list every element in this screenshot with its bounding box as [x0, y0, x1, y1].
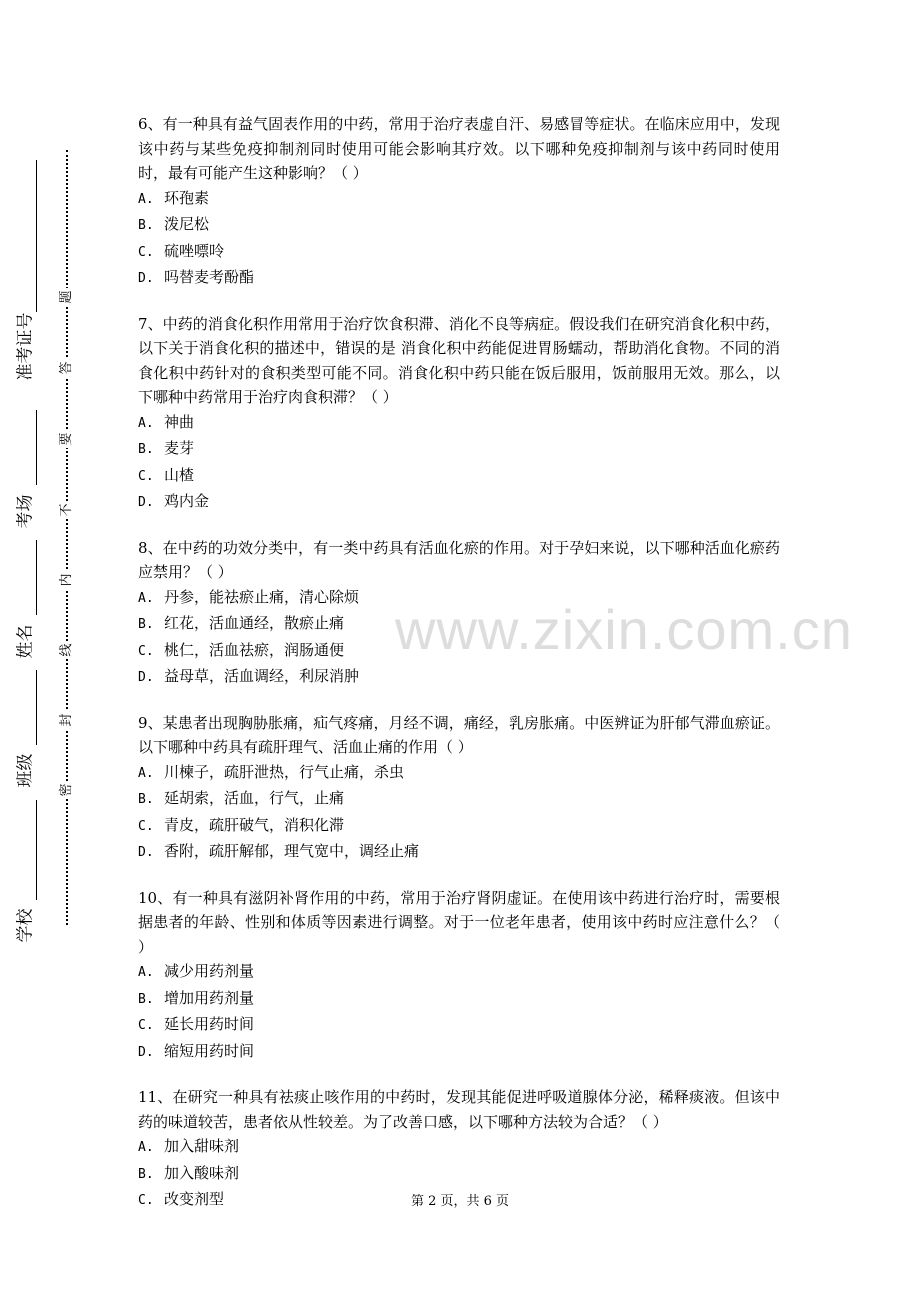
option-letter: C. — [138, 643, 154, 659]
question-stem: 8、在中药的功效分类中，有一类中药具有活血化瘀的作用。对于孕妇来说，以下哪种活血化瘀药应禁用？（ ） — [138, 538, 780, 581]
option-text: 延胡索，活血，行气，止痛 — [164, 789, 345, 807]
binding-margin — [0, 0, 110, 1302]
seal-char: 不 — [58, 501, 76, 519]
option-letter: D. — [138, 845, 154, 860]
option-letter: B. — [138, 991, 154, 1007]
option-text: 减少用药剂量 — [164, 962, 255, 980]
question-9 — [138, 711, 780, 866]
question-8 — [138, 536, 780, 691]
option-text: 川楝子，疏肝泄热，行气止痛，杀虫 — [164, 762, 405, 781]
exam-room-line — [36, 410, 37, 485]
option-b[interactable] — [138, 611, 780, 638]
question-list — [138, 112, 780, 1234]
option-letter: C. — [138, 818, 154, 834]
option-letter: A. — [138, 1140, 154, 1155]
question-stem: 11、在研究一种具有祛痰止咳作用的中药时，发现其能促进呼吸道腺体分泌，稀释痰液。但该中药的味道较苦，患者依从性较差。为了改善口感，以下哪种方法较为合适？（ ） — [138, 1088, 780, 1131]
option-a[interactable] — [138, 1134, 780, 1161]
option-c[interactable] — [138, 463, 780, 490]
option-letter: A. — [138, 965, 154, 980]
seal-char: 密 — [58, 781, 76, 799]
exam-number-label: 准考证号 — [15, 312, 36, 381]
option-text: 神曲 — [164, 412, 195, 431]
option-letter: A. — [138, 191, 154, 207]
question-stem: 7、中药的消食化积作用常用于治疗饮食积滞、消化不良等病症。假设我们在研究消食化积中药，以下关于消食化积的描述中，错误的是 消食化积中药能促进胃肠蠕动，帮助消化食物。不同的消食化积中药针对的食积类型可能不同。消食化积中药只能在饭后服用，饭前服用无效。那么，以下哪种中药常用于治疗肉食积滞？（ ） — [138, 314, 780, 406]
question-6 — [138, 112, 780, 292]
watermark: www.zixin.com.cn — [395, 598, 853, 661]
exam-number-line — [36, 160, 37, 312]
option-d[interactable] — [138, 839, 780, 866]
name-line — [36, 540, 37, 615]
option-text: 加入酸味剂 — [164, 1163, 240, 1182]
option-text: 改变剂型 — [164, 1190, 225, 1208]
option-a[interactable] — [138, 760, 780, 787]
option-letter: C. — [138, 244, 154, 260]
option-text: 山楂 — [164, 465, 195, 484]
option-b[interactable] — [138, 786, 780, 813]
class-line — [36, 670, 37, 745]
option-c[interactable] — [138, 239, 780, 266]
option-c[interactable] — [138, 1012, 780, 1039]
option-letter: C. — [138, 1018, 154, 1033]
option-letter: D. — [138, 1044, 154, 1060]
option-text: 丹参，能祛瘀止痛，清心除烦 — [164, 587, 360, 606]
option-text: 泼尼松 — [164, 215, 210, 233]
option-letter: D. — [138, 670, 154, 685]
option-a[interactable] — [138, 959, 780, 986]
option-text: 缩短用药时间 — [164, 1041, 255, 1060]
option-letter: B. — [138, 1166, 154, 1182]
option-text: 红花，活血通经，散瘀止痛 — [164, 614, 345, 632]
page-footer: 第 2 页，共 6 页 — [410, 1194, 510, 1209]
option-text: 加入甜味剂 — [164, 1137, 240, 1155]
option-text: 硫唑嘌呤 — [164, 241, 225, 260]
option-text: 鸡内金 — [164, 492, 210, 510]
option-b[interactable] — [138, 986, 780, 1013]
question-stem: 10、有一种具有滋阴补肾作用的中药，常用于治疗肾阴虚证。在使用该中药进行治疗时，需要根据患者的年龄、性别和体质等因素进行调整。对于一位老年患者，使用该中药时应注意什么？（ ） — [138, 888, 780, 956]
option-b[interactable] — [138, 212, 780, 239]
option-a[interactable] — [138, 585, 780, 612]
option-b[interactable] — [138, 1161, 780, 1188]
option-a[interactable] — [138, 410, 780, 437]
question-10 — [138, 886, 780, 1066]
option-c[interactable] — [138, 638, 780, 665]
option-letter: A. — [138, 765, 154, 781]
option-b[interactable] — [138, 436, 780, 463]
option-text: 香附，疏肝解郁，理气宽中，调经止痛 — [164, 842, 420, 860]
option-d[interactable] — [138, 664, 780, 691]
question-stem: 6、有一种具有益气固表作用的中药，常用于治疗表虚自汗、易感冒等症状。在临床应用中，发现该中药与某些免疫抑制剂同时使用可能会影响其疗效。以下哪种免疫抑制剂与该中药同时使用时，最有可能产生这种影响？（ ） — [138, 115, 780, 182]
seal-char: 答 — [58, 359, 76, 377]
option-letter: D. — [138, 495, 154, 510]
exam-room-label: 考场 — [15, 494, 36, 529]
seal-char: 封 — [58, 711, 76, 729]
option-letter: C. — [138, 468, 154, 484]
seal-char: 题 — [58, 288, 76, 306]
school-label: 学校 — [15, 908, 36, 943]
name-label: 姓名 — [15, 624, 36, 659]
option-d[interactable] — [138, 489, 780, 516]
option-letter: B. — [138, 218, 154, 233]
option-c[interactable] — [138, 813, 780, 840]
question-stem: 9、某患者出现胸胁胀痛，疝气疼痛，月经不调，痛经，乳房胀痛。中医辨证为肝郁气滞血瘀证。以下哪种中药具有疏肝理气、活血止痛的作用（ ） — [138, 713, 780, 756]
option-letter: B. — [138, 442, 154, 457]
option-text: 增加用药剂量 — [164, 988, 255, 1007]
school-line — [36, 800, 37, 900]
option-text: 环孢素 — [164, 188, 210, 207]
option-letter: A. — [138, 415, 154, 431]
option-text: 青皮，疏肝破气，消积化滞 — [164, 815, 345, 834]
option-letter: A. — [138, 590, 154, 606]
option-text: 麦芽 — [164, 439, 195, 457]
option-text: 延长用药时间 — [164, 1015, 255, 1033]
option-d[interactable] — [138, 265, 780, 292]
option-letter: B. — [138, 792, 154, 807]
option-text: 桃仁，活血祛瘀，润肠通便 — [164, 640, 345, 659]
seal-dotted-line — [66, 150, 68, 925]
question-7 — [138, 312, 780, 516]
option-text: 吗替麦考酚酯 — [164, 268, 255, 286]
option-letter: B. — [138, 617, 154, 632]
class-label: 班级 — [15, 753, 36, 788]
option-letter: C. — [138, 1193, 154, 1208]
option-text: 益母草，活血调经，利尿消肿 — [164, 667, 360, 685]
seal-char: 线 — [58, 641, 76, 659]
option-d[interactable] — [138, 1039, 780, 1066]
option-a[interactable] — [138, 186, 780, 213]
seal-char: 内 — [58, 571, 76, 589]
seal-char: 要 — [58, 430, 76, 448]
option-letter: D. — [138, 271, 154, 286]
